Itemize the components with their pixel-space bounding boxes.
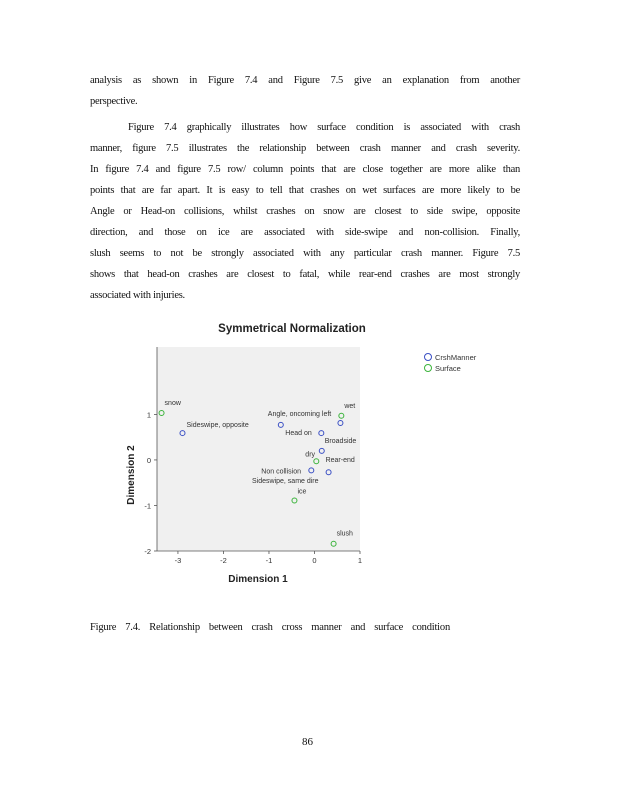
- y-axis-label: Dimension 2: [126, 445, 137, 505]
- point-label: Sideswipe, same dire: [252, 478, 319, 485]
- point-label: Head on: [285, 430, 312, 438]
- page-number: 86: [302, 736, 313, 748]
- legend-label-crshmanner: CrshManner: [435, 353, 477, 362]
- point-label: Rear-end: [325, 457, 355, 465]
- text-line: direction, and those on ice are associated with side-swipe and non-collision. Finally,: [90, 227, 520, 238]
- y-tick-label: -1: [144, 501, 151, 511]
- text-line: manner, figure 7.5 illustrates the relationship between crash manner and crash severity.: [90, 143, 520, 154]
- legend: [425, 353, 477, 373]
- y-tick-label: 0: [146, 455, 151, 465]
- y-tick-label: 1: [146, 410, 151, 420]
- point-label: Broadside: [324, 437, 357, 445]
- x-tick-label: 1: [357, 556, 363, 565]
- legend-marker-crshmanner: [425, 354, 432, 361]
- x-tick-label: -1: [265, 556, 273, 565]
- plot-area: [157, 347, 360, 551]
- text-line: associated with injuries.: [90, 290, 185, 301]
- x-tick-label: -3: [174, 556, 182, 565]
- point-label: Sideswipe, opposite: [186, 422, 249, 430]
- point-label: snow: [164, 400, 181, 408]
- x-tick-label: -2: [220, 556, 227, 565]
- legend-marker-surface: [425, 365, 432, 372]
- text-line: perspective.: [90, 96, 138, 107]
- point-label: Angle, oncoming left: [267, 410, 332, 418]
- point-label: ice: [297, 488, 307, 496]
- text-line: shows that head-on crashes are closest to fatal, while rear-end crashes are most strongly: [90, 269, 520, 280]
- legend-label-surface: Surface: [435, 364, 461, 373]
- text-line: Figure 7.4 graphically illustrates how surface condition is associated with crash: [128, 122, 520, 133]
- point-label: Non collision: [261, 468, 301, 476]
- point-label: slush: [336, 530, 353, 538]
- point-label: wet: [344, 402, 356, 410]
- x-tick-label: 0: [312, 556, 317, 565]
- chart-title: Symmetrical Normalization: [218, 323, 366, 335]
- x-axis-label: Dimension 1: [228, 574, 288, 585]
- text-line: points that are far apart. It is easy to tell that crashes on wet surfaces are more likely to be: [90, 185, 520, 196]
- figure-caption: Figure 7.4. Relationship between crash cross manner and surface condition: [90, 622, 450, 633]
- point-label: dry: [305, 451, 316, 459]
- y-tick-label: -2: [144, 547, 151, 556]
- text-line: analysis as shown in Figure 7.4 and Figure 7.5 give an explanation from another: [90, 75, 520, 86]
- text-line: In figure 7.4 and figure 7.5 row/ column points that are close together are more alike than: [90, 164, 520, 175]
- text-line: Angle or Head-on collisions, whilst crashes on snow are closest to side swipe, opposite: [90, 206, 520, 217]
- text-line: slush seems to not be strongly associated with any particular crash manner. Figure 7.5: [90, 248, 520, 259]
